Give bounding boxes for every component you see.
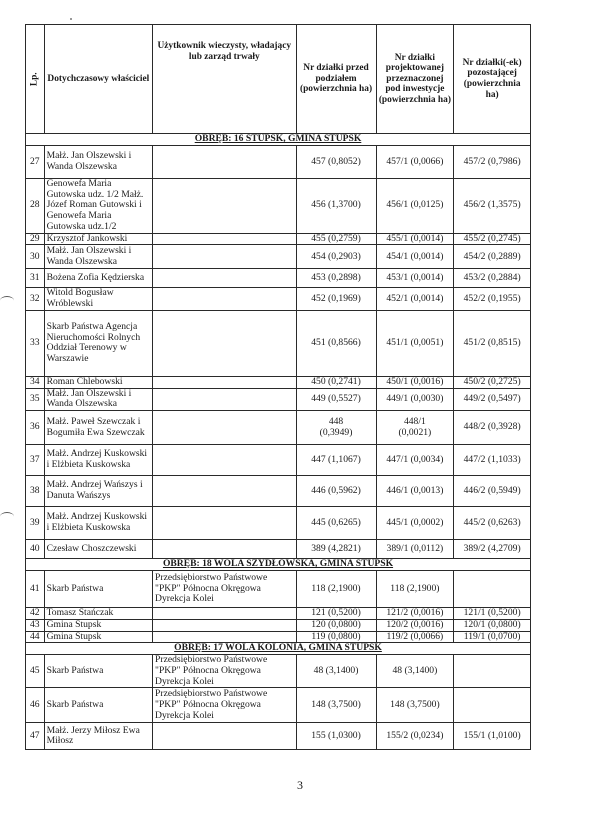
cell-before: 119 (0,0800): [296, 631, 376, 643]
cell-project: 389/1 (0,0112): [376, 540, 454, 559]
cell-remaining: 455/2 (0,2745): [454, 233, 531, 245]
cell-before: 121 (0,5200): [296, 608, 376, 620]
cell-user: [153, 723, 297, 750]
cell-remaining: 456/2 (1,3575): [454, 179, 531, 234]
cell-project: 447/1 (0,0034): [376, 445, 454, 476]
cell-project: 48 (3,1400): [376, 655, 454, 688]
table-row: [26, 310, 531, 376]
cell-before: 450 (0,2741): [296, 376, 376, 388]
cell-before: 155 (1,0300): [296, 723, 376, 750]
cell-lp: 38: [26, 476, 45, 507]
cell-lp: 35: [26, 388, 45, 410]
cell-remaining: 453/2 (0,2884): [454, 269, 531, 288]
cell-remaining: 120/1 (0,0800): [454, 619, 531, 631]
cell-project: 155/2 (0,0234): [376, 723, 454, 750]
cell-project: 453/1 (0,0014): [376, 269, 454, 288]
cell-owner: Małż. Jan Olszewski i Wanda Olszewska: [44, 146, 152, 179]
section-header-row: [26, 559, 531, 571]
cell-project: 451/1 (0,0051): [376, 310, 454, 376]
cell-project: 121/2 (0,0016): [376, 608, 454, 620]
land-parcel-table: [25, 24, 531, 750]
cell-owner: Czesław Choszczewski: [44, 540, 152, 559]
header-owner: Dotychczasowy właściciel: [44, 25, 152, 134]
margin-mark: [0, 296, 14, 305]
table-row: [26, 146, 531, 179]
margin-mark: [0, 512, 14, 521]
page-number: 3: [297, 778, 303, 792]
table-row: [26, 269, 531, 288]
cell-lp: 44: [26, 631, 45, 643]
cell-before: 48 (3,1400): [296, 655, 376, 688]
cell-owner: Skarb Państwa: [44, 571, 152, 608]
cell-before: 446 (0,5962): [296, 476, 376, 507]
cell-lp: 29: [26, 233, 45, 245]
cell-before: 454 (0,2903): [296, 245, 376, 269]
cell-lp: 45: [26, 655, 45, 688]
cell-before: 447 (1,1067): [296, 445, 376, 476]
cell-owner: Gmina Stupsk: [44, 631, 152, 643]
cell-remaining: 457/2 (0,7986): [454, 146, 531, 179]
cell-owner: Genowefa Maria Gutowska udz. 1/2 Małż. Józef Roman Gutowski i Genowefa Maria Gutowska udz.1/2: [44, 179, 152, 234]
section-title: OBRĘB: 18 WOLA SZYDŁOWSKA, GMINA STUPSK: [26, 559, 531, 571]
cell-project: 448/1 (0,0021): [376, 411, 454, 445]
cell-before: 452 (0,1969): [296, 288, 376, 310]
cell-project: 445/1 (0,0002): [376, 507, 454, 540]
cell-lp: 40: [26, 540, 45, 559]
cell-user: [153, 179, 297, 234]
cell-lp: 36: [26, 411, 45, 445]
cell-lp: 33: [26, 310, 45, 376]
cell-user: [153, 269, 297, 288]
header-user: Użytkownik wieczysty, władający lub zarząd trwały: [153, 25, 297, 134]
cell-lp: 28: [26, 179, 45, 234]
cell-project: 452/1 (0,0014): [376, 288, 454, 310]
cell-owner: Małż. Andrzej Wańszys i Danuta Wańszys: [44, 476, 152, 507]
cell-owner: Małż. Jan Olszewski i Wanda Olszewska: [44, 245, 152, 269]
header-lp: Lp.: [26, 25, 45, 134]
cell-project: 456/1 (0,0125): [376, 179, 454, 234]
table-row: [26, 655, 531, 688]
cell-before: 445 (0,6265): [296, 507, 376, 540]
cell-owner: Małż. Jerzy Miłosz Ewa Miłosz: [44, 723, 152, 750]
cell-user: [153, 245, 297, 269]
cell-before: 389 (4,2821): [296, 540, 376, 559]
cell-lp: 39: [26, 507, 45, 540]
header-before: Nr działki przed podziałem (powierzchnia ha): [296, 25, 376, 134]
cell-remaining: 449/2 (0,5497): [454, 388, 531, 410]
cell-remaining: 452/2 (0,1955): [454, 288, 531, 310]
cell-remaining: 389/2 (4,2709): [454, 540, 531, 559]
cell-lp: 41: [26, 571, 45, 608]
table-row: [26, 619, 531, 631]
cell-lp: 47: [26, 723, 45, 750]
table-row: [26, 608, 531, 620]
cell-user: [153, 445, 297, 476]
cell-user: [153, 233, 297, 245]
table-row: [26, 571, 531, 608]
cell-remaining: 448/2 (0,3928): [454, 411, 531, 445]
cell-owner: Małż. Andrzej Kuskowski i Elżbieta Kuskowska: [44, 507, 152, 540]
cell-user: [153, 388, 297, 410]
scan-speck: [70, 18, 72, 20]
cell-owner: Skarb Państwa: [44, 655, 152, 688]
cell-lp: 42: [26, 608, 45, 620]
cell-remaining: 447/2 (1,1033): [454, 445, 531, 476]
cell-remaining: 451/2 (0,8515): [454, 310, 531, 376]
cell-before: 457 (0,8052): [296, 146, 376, 179]
cell-owner: Skarb Państwa Agencja Nieruchomości Rolnych Oddział Terenowy w Warszawie: [44, 310, 152, 376]
section-title: OBRĘB: 16 STUPSK, GMINA STUPSK: [26, 134, 531, 146]
cell-user: [153, 288, 297, 310]
cell-owner: Tomasz Stańczak: [44, 608, 152, 620]
header-project: Nr działki projektowanej przeznaczonej pod inwestycje (powierzchnia ha): [376, 25, 454, 134]
table-row: [26, 507, 531, 540]
table-row: [26, 245, 531, 269]
cell-before: 455 (0,2759): [296, 233, 376, 245]
table-row: [26, 445, 531, 476]
cell-project: 118 (2,1900): [376, 571, 454, 608]
cell-project: 119/2 (0,0066): [376, 631, 454, 643]
table-row: [26, 388, 531, 410]
cell-owner: Małż. Andrzej Kuskowski i Elżbieta Kuskowska: [44, 445, 152, 476]
cell-before: 118 (2,1900): [296, 571, 376, 608]
table-row: [26, 688, 531, 723]
table-row: [26, 723, 531, 750]
cell-user: [153, 608, 297, 620]
cell-remaining: 155/1 (1,0100): [454, 723, 531, 750]
cell-owner: Skarb Państwa: [44, 688, 152, 723]
cell-project: 120/2 (0,0016): [376, 619, 454, 631]
cell-before: 148 (3,7500): [296, 688, 376, 723]
cell-user: [153, 507, 297, 540]
cell-owner: Roman Chlebowski: [44, 376, 152, 388]
cell-lp: 46: [26, 688, 45, 723]
table-row: [26, 179, 531, 234]
table-header-row: [26, 25, 531, 134]
cell-remaining: [454, 688, 531, 723]
cell-remaining: 450/2 (0,2725): [454, 376, 531, 388]
cell-remaining: [454, 655, 531, 688]
cell-lp: 32: [26, 288, 45, 310]
cell-remaining: 119/1 (0,0700): [454, 631, 531, 643]
section-title: OBRĘB: 17 WOLA KOLONIA, GMINA STUPSK: [26, 643, 531, 655]
table-body: [26, 134, 531, 750]
table-row: [26, 476, 531, 507]
table-row: [26, 233, 531, 245]
cell-before: 453 (0,2898): [296, 269, 376, 288]
cell-user: [153, 376, 297, 388]
cell-user: [153, 619, 297, 631]
cell-user: [153, 411, 297, 445]
cell-remaining: 454/2 (0,2889): [454, 245, 531, 269]
cell-remaining: [454, 571, 531, 608]
header-remaining: Nr działki(-ek) pozostającej (powierzchnia ha): [454, 25, 531, 134]
cell-owner: Małż. Jan Olszewski i Wanda Olszewska: [44, 388, 152, 410]
cell-project: 455/1 (0,0014): [376, 233, 454, 245]
cell-owner: Małż. Paweł Szewczak i Bogumiła Ewa Szewczak: [44, 411, 152, 445]
cell-user: [153, 631, 297, 643]
cell-user: [153, 540, 297, 559]
cell-project: 454/1 (0,0014): [376, 245, 454, 269]
cell-before: 449 (0,5527): [296, 388, 376, 410]
table-row: [26, 631, 531, 643]
cell-owner: Krzysztof Jankowski: [44, 233, 152, 245]
section-header-row: [26, 643, 531, 655]
table-row: [26, 411, 531, 445]
cell-before: 451 (0,8566): [296, 310, 376, 376]
cell-user: Przedsiębiorstwo Państwowe "PKP" Północna Okręgowa Dyrekcja Kolei: [153, 571, 297, 608]
cell-before: 120 (0,0800): [296, 619, 376, 631]
cell-lp: 27: [26, 146, 45, 179]
cell-remaining: 446/2 (0,5949): [454, 476, 531, 507]
table-row: [26, 376, 531, 388]
cell-project: 450/1 (0,0016): [376, 376, 454, 388]
cell-lp: 30: [26, 245, 45, 269]
cell-remaining: 121/1 (0,5200): [454, 608, 531, 620]
cell-owner: Gmina Stupsk: [44, 619, 152, 631]
cell-user: [153, 476, 297, 507]
cell-user: [153, 146, 297, 179]
cell-lp: 37: [26, 445, 45, 476]
cell-lp: 43: [26, 619, 45, 631]
cell-project: 449/1 (0,0030): [376, 388, 454, 410]
cell-remaining: 445/2 (0,6263): [454, 507, 531, 540]
section-header-row: [26, 134, 531, 146]
cell-user: [153, 310, 297, 376]
cell-project: 457/1 (0,0066): [376, 146, 454, 179]
cell-user: Przedsiębiorstwo Państwowe "PKP" Północna Okręgowa Dyrekcja Kolei: [153, 688, 297, 723]
cell-before: 456 (1,3700): [296, 179, 376, 234]
table-row: [26, 540, 531, 559]
table-row: [26, 288, 531, 310]
cell-lp: 31: [26, 269, 45, 288]
cell-user: Przedsiębiorstwo Państwowe "PKP" Północna Okręgowa Dyrekcja Kolei: [153, 655, 297, 688]
cell-project: 148 (3,7500): [376, 688, 454, 723]
cell-lp: 34: [26, 376, 45, 388]
cell-owner: Bożena Zofia Kędzierska: [44, 269, 152, 288]
cell-owner: Witold Bogusław Wróblewski: [44, 288, 152, 310]
cell-before: 448 (0,3949): [296, 411, 376, 445]
cell-project: 446/1 (0,0013): [376, 476, 454, 507]
